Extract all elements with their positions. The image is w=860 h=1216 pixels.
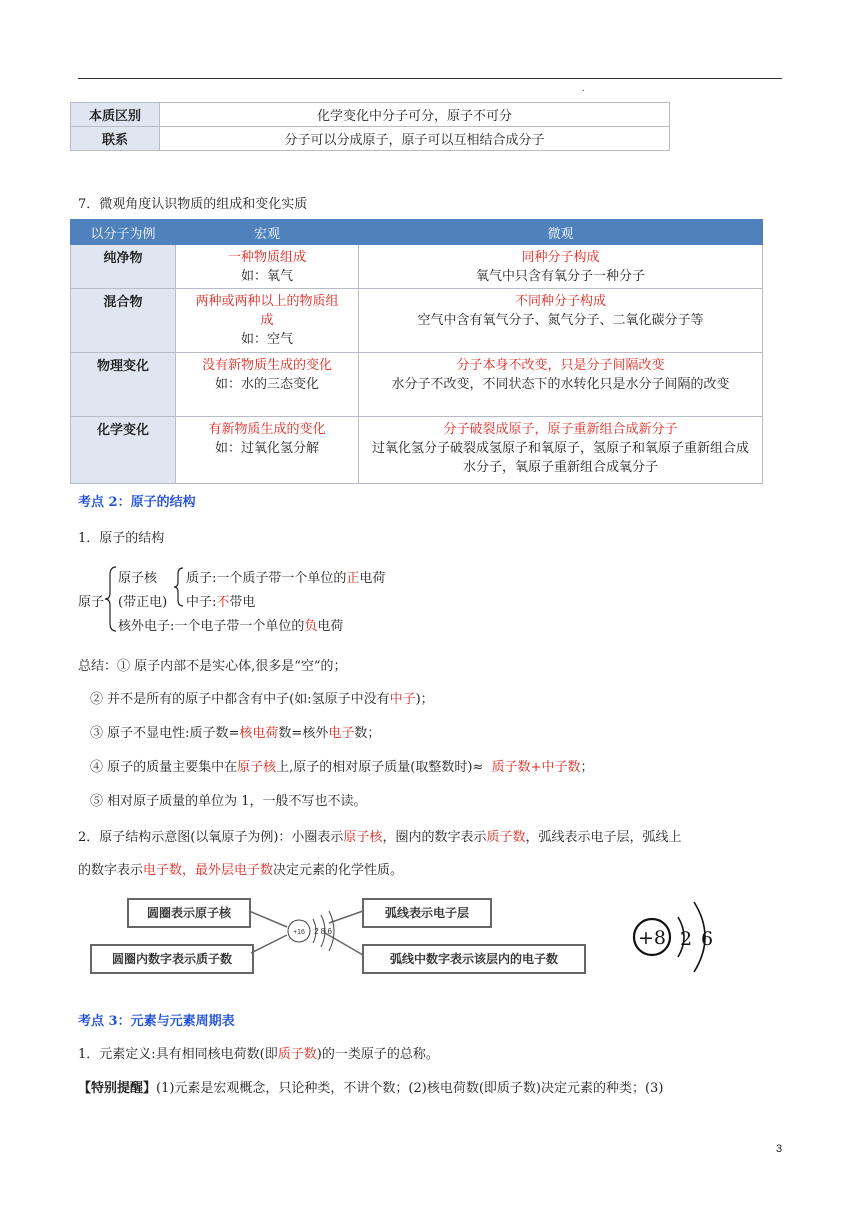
summary-3: ③ 原子不显电性:质子数=核电荷数=核外电子数； <box>90 726 381 741</box>
row-label: 联系 <box>71 127 160 151</box>
row-label: 化学变化 <box>71 417 176 484</box>
element-definition: 1．元素定义:具有相同核电荷数(即质子数)的一类原子的总称。 <box>78 1047 439 1062</box>
micro-black: 水分子不改变，不同状态下的水转化只是水分子间隔的改变 <box>391 377 730 392</box>
atom-diagram-nucleus: +16 <box>293 929 305 936</box>
row-label: 混合物 <box>71 289 176 353</box>
table-row <box>71 417 763 484</box>
header-rule <box>78 78 782 79</box>
macro-cell <box>176 417 359 484</box>
macro-black: 如：水的三态变化 <box>214 377 319 392</box>
kaodian-3-heading: 考点 3：元素与元素周期表 <box>78 1014 235 1029</box>
table-header-row <box>71 220 763 245</box>
oxygen-nucleus-label: +8 <box>637 927 667 949</box>
row-label: 物理变化 <box>71 353 176 417</box>
micro-red: 分子本身不改变，只是分子间隔改变 <box>456 358 665 373</box>
summary-5: ⑤ 相对原子质量的单位为 1，一般不写也不读。 <box>90 794 367 809</box>
micro-cell <box>359 417 763 484</box>
macro-cell <box>176 245 359 289</box>
macro-red: 有新物质生成的变化 <box>208 422 326 437</box>
label-box-shell: 弧线表示电子层 <box>362 898 492 928</box>
macro-red: 两种或两种以上的物质组成 <box>195 294 339 328</box>
micro-black: 空气中含有氧气分子、氮气分子、二氧化碳分子等 <box>417 313 704 328</box>
label-box-electrons: 弧线中数字表示该层内的电子数 <box>362 944 586 974</box>
summary-2: ② 并不是所有的原子中都含有中子(如:氢原子中没有中子)； <box>90 692 434 707</box>
atom-diagram-shells: 2 8 6 <box>314 927 332 936</box>
label-box-proton: 圆圈内数字表示质子数 <box>90 944 254 974</box>
summary-4: ④ 原子的质量主要集中在原子核上,原子的相对原子质量(取整数时)≈ 质子数+中子数； <box>90 760 594 775</box>
table-row <box>71 127 670 151</box>
oxygen-shell-2-count: 6 <box>700 928 714 950</box>
table-row <box>71 353 763 417</box>
atom-diagram <box>245 895 367 975</box>
row-label: 纯净物 <box>71 245 176 289</box>
nucleus-label: 原子核 <box>118 571 158 586</box>
atom-root: 原子 <box>78 595 105 610</box>
summary-1: 总结：① 原子内部不是实心体,很多是“空”的； <box>78 659 347 674</box>
macro-cell <box>176 353 359 417</box>
macro-black: 如：氧气 <box>240 269 293 284</box>
macro-red: 一种物质组成 <box>227 250 306 265</box>
comparison-table <box>70 102 670 151</box>
macro-black: 如：过氧化氢分解 <box>214 441 319 456</box>
label-box-nucleus: 圆圈表示原子核 <box>127 898 251 928</box>
macro-black: 如：空气 <box>240 332 293 347</box>
brace-icon <box>173 566 185 608</box>
table-row <box>71 245 763 289</box>
micro-red: 不同种分子构成 <box>514 294 606 309</box>
header-dot: . <box>582 84 585 94</box>
special-reminder: 【特别提醒】(1)元素是宏观概念，只论种类，不讲个数；(2)核电荷数(即质子数)决定元素的种类；(3) <box>78 1081 664 1096</box>
nucleus-charge: (带正电) <box>118 595 168 610</box>
row-value: 化学变化中分子可分，原子不可分 <box>160 103 670 127</box>
header-cell: 以分子为例 <box>71 220 176 245</box>
oxygen-atom-diagram <box>628 892 724 984</box>
micro-macro-table <box>70 219 763 484</box>
header-cell: 宏观 <box>176 220 359 245</box>
macro-cell <box>176 289 359 353</box>
neutron-line: 中子:不带电 <box>186 595 256 610</box>
page-number: 3 <box>776 1143 783 1155</box>
electron-line: 核外电子:一个电子带一个单位的负电荷 <box>118 619 344 634</box>
brace-icon <box>104 565 118 633</box>
table-row <box>71 103 670 127</box>
oxygen-shell-1-count: 2 <box>679 928 693 950</box>
micro-black: 氧气中只含有氧分子一种分子 <box>475 269 645 284</box>
micro-cell <box>359 353 763 417</box>
row-value: 分子可以分成原子，原子可以互相结合成分子 <box>160 127 670 151</box>
row-label: 本质区别 <box>71 103 160 127</box>
atom-structure-title: 1．原子的结构 <box>78 531 165 546</box>
micro-cell <box>359 245 763 289</box>
kaodian-2-heading: 考点 2：原子的结构 <box>78 495 196 510</box>
micro-cell <box>359 289 763 353</box>
schematic-line-1: 2．原子结构示意图(以氧原子为例)：小圈表示原子核，圈内的数字表示质子数，弧线表示电子层，弧线上 <box>78 830 682 845</box>
header-cell: 微观 <box>359 220 763 245</box>
macro-red: 没有新物质生成的变化 <box>201 358 332 373</box>
micro-black: 过氧化氢分子破裂成氢原子和氧原子，氢原子和氧原子重新组合成水分子，氧原子重新组合成氧分子 <box>371 441 749 475</box>
proton-line: 质子:一个质子带一个单位的正电荷 <box>186 571 386 586</box>
table-row <box>71 289 763 353</box>
micro-red: 同种分子构成 <box>521 250 600 265</box>
micro-red: 分子破裂成原子，原子重新组合成新分子 <box>443 422 678 437</box>
schematic-line-2: 的数字表示电子数，最外层电子数决定元素的化学性质。 <box>78 863 404 878</box>
section-7-title: 7．微观角度认识物质的组成和变化实质 <box>78 197 308 212</box>
